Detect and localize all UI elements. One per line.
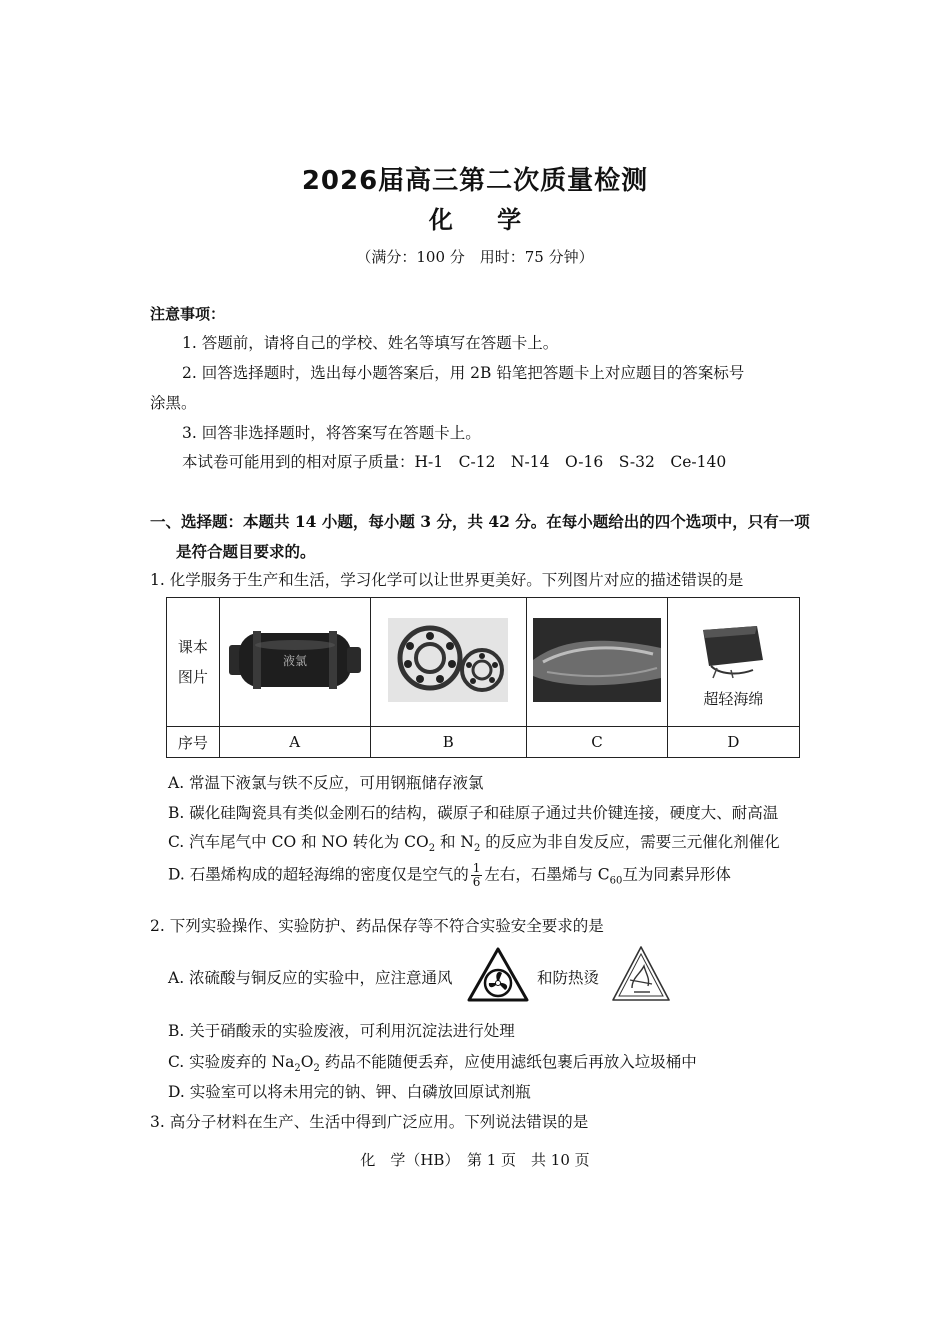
picture-cell-a	[219, 598, 370, 727]
ultralight-sponge-image	[697, 620, 769, 680]
option-letter: C	[527, 727, 668, 758]
row-label: 课本图片	[167, 598, 220, 727]
picture-cell-b	[370, 598, 526, 727]
option-letter: B	[370, 727, 526, 758]
notes-heading: 注意事项：	[150, 305, 226, 323]
section-heading-cont: 是符合题目要求的。	[176, 542, 316, 561]
option-b: B. 碳化硅陶瓷具有类似金刚石的结构，碳原子和硅原子通过共价键连接，硬度大、耐高温	[168, 804, 779, 822]
note-item: 3. 回答非选择题时，将答案写在答题卡上。	[182, 424, 481, 442]
option-letter: A	[219, 727, 370, 758]
option-c: C. 实验废弃的 $Na_2O_2$ 药品不能随便丢弃，应使用滤纸包裹后再放入垃圾桶中	[168, 1053, 697, 1075]
exam-title: 2026届高三第二次质量检测	[301, 166, 649, 196]
note-item: 1. 答题前，请将自己的学校、姓名等填写在答题卡上。	[182, 334, 559, 352]
catalytic-converter-image	[533, 618, 661, 702]
option-a: A. 常温下液氯与铁不反应，可用钢瓶储存液氯	[168, 774, 484, 792]
gas-cylinder-image	[225, 615, 365, 705]
ventilation-icon	[466, 946, 530, 1004]
exam-meta: （满分：100 分 用时：75 分钟）	[356, 248, 594, 266]
cylinder-label: 液氯	[282, 654, 307, 668]
option-letter: D	[667, 727, 799, 758]
hot-surface-icon	[610, 944, 672, 1004]
row-label: 序号	[167, 727, 220, 758]
option-c: C. 汽车尾气中 CO 和 NO 转化为 $CO_2$ 和 $N_2$ 的反应为非自发反应，需要三元催化剂催化	[168, 833, 780, 855]
ceramic-bearing-image	[388, 618, 508, 702]
option-d: D. 实验室可以将未用完的钠、钾、白磷放回原试剂瓶	[168, 1083, 531, 1101]
picture-cell-c	[527, 598, 668, 727]
option-a-cont: 和防热烫	[537, 969, 600, 987]
option-d: D. 石墨烯构成的超轻海绵的密度仅是空气的 $\frac{1}{6}$ 左右，石墨烯与 $C_{60}$互为同素异形体	[168, 861, 731, 889]
picture-cell-d	[667, 598, 799, 727]
picture-table	[166, 597, 800, 758]
question-stem: 2. 下列实验操作、实验防护、药品保存等不符合实验安全要求的是	[150, 917, 604, 935]
question-stem: 1. 化学服务于生产和生活，学习化学可以让世界更美好。下列图片对应的描述错误的是	[150, 571, 744, 589]
section-heading: 一、选择题：本题共 14 小题，每小题 3 分，共 42 分。在每小题给出的四个选项中，只有一项	[150, 512, 810, 531]
sponge-caption: 超轻海绵	[703, 689, 764, 708]
exam-subject: 化 学	[428, 206, 540, 234]
option-a: A. 浓硫酸与铜反应的实验中，应注意通风	[168, 969, 453, 987]
question-stem: 3. 高分子材料在生产、生活中得到广泛应用。下列说法错误的是	[150, 1113, 589, 1131]
page-footer: 化 学（HB） 第 1 页 共 10 页	[360, 1151, 590, 1169]
option-b: B. 关于硝酸汞的实验废液，可利用沉淀法进行处理	[168, 1022, 515, 1040]
note-item: 2. 回答选择题时，选出每小题答案后，用 2B 铅笔把答题卡上对应题目的答案标号	[182, 364, 745, 382]
fraction: $\frac{1}{6}$	[472, 861, 481, 889]
atomic-masses: 本试卷可能用到的相对原子质量：H-1 C-12 N-14 O-16 S-32 Ce-140	[182, 453, 727, 471]
note-item: 涂黑。	[150, 394, 197, 412]
